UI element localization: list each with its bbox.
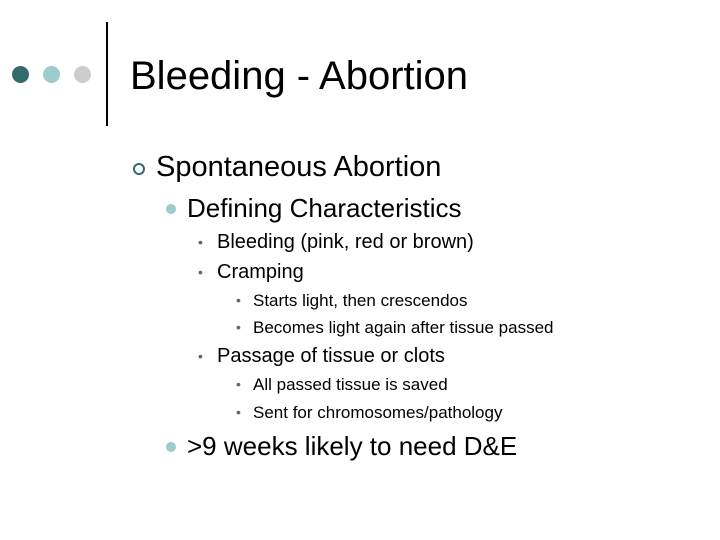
bullet-sent-for-pathology: Sent for chromosomes/pathology — [253, 403, 503, 422]
bullet-9-weeks-dne: >9 weeks likely to need D&E — [187, 431, 518, 461]
small-bullet-icon: • — [236, 404, 241, 420]
bullet-defining-characteristics: Defining Characteristics — [187, 193, 462, 223]
bullet-becomes-light: Becomes light again after tissue passed — [253, 318, 554, 337]
ring-bullet-icon — [133, 163, 145, 175]
bullet-spontaneous-abortion: Spontaneous Abortion — [156, 151, 442, 183]
bullet-starts-light: Starts light, then crescendos — [253, 291, 468, 310]
bullet-tissue-saved: All passed tissue is saved — [253, 375, 448, 394]
title-divider-line — [106, 22, 108, 126]
small-bullet-icon: • — [236, 319, 241, 335]
slide-title: Bleeding - Abortion — [130, 54, 469, 98]
small-bullet-icon: • — [198, 264, 203, 280]
bullet-bleeding: Bleeding (pink, red or brown) — [217, 231, 474, 253]
small-bullet-icon: • — [198, 348, 203, 364]
dot-bullet-icon — [166, 442, 176, 452]
title-accent-dot-3 — [74, 66, 91, 83]
bullet-cramping: Cramping — [217, 261, 304, 283]
small-bullet-icon: • — [198, 234, 203, 250]
small-bullet-icon: • — [236, 376, 241, 392]
small-bullet-icon: • — [236, 292, 241, 308]
title-accent-dot-1 — [12, 66, 29, 83]
title-accent-dot-2 — [43, 66, 60, 83]
dot-bullet-icon — [166, 204, 176, 214]
bullet-passage-of-tissue: Passage of tissue or clots — [217, 345, 445, 367]
